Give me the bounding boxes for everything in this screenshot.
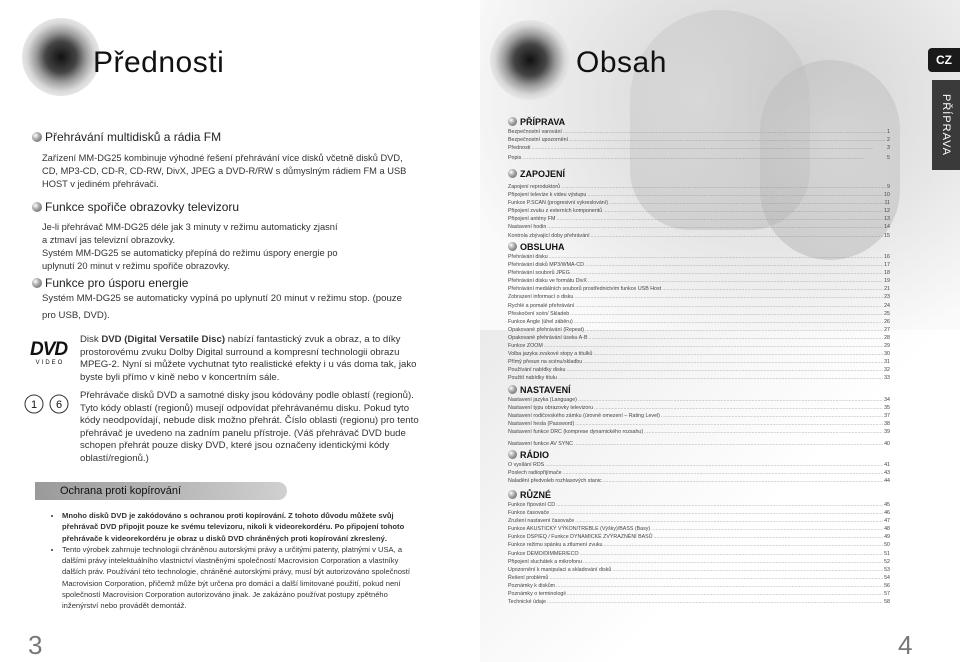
heading-multidisc: Přehrávání multidisků a rádia FM [32, 130, 221, 144]
toc-entry[interactable]: Funkce DEMO/DIMMER/ECO ..... 51 [508, 550, 890, 558]
toc-entry[interactable]: Upozornění k manipulaci a skladování disků ..... 53 [508, 566, 890, 574]
toc-entry[interactable]: Funkce režimu spánku a ztlumení zvuku ..... 50 [508, 541, 890, 549]
toc-entry[interactable]: Funkce DSP/EQ / Funkce DYNAMICKÉ ZVÝRAZNĚNÍ BASŮ ..... 49 [508, 533, 890, 541]
toc-entry[interactable]: Volba jazyka zvukové stopy a titulků ..... 30 [508, 350, 890, 358]
toc-entry[interactable]: Přehrávání disku ..... 16 [508, 253, 890, 261]
toc-entry[interactable]: Funkce řípování CD ..... 45 [508, 501, 890, 509]
svg-text:6: 6 [55, 399, 63, 411]
text-dvd: Disk DVD (Digital Versatile Disc) nabízí fantastický zvuk a obraz, a to díky prostorovému zvuku Dolby Digital surround a kompresní technologii obrazu MPEG-2. Nyní si můžete vychutnat tyto realistické efekty i u vás doma tak, jako byste byli přímo v kině nebo v koncertním sále. [80, 334, 417, 383]
page-title-contents: Obsah [576, 46, 667, 79]
svg-text:1: 1 [30, 399, 38, 411]
toc-entry[interactable]: Opakované přehrávání úseku A-B ..... 28 [508, 334, 890, 342]
toc-entry[interactable]: Připojení antény FM ..... 13 [508, 215, 890, 223]
bullet-icon [508, 450, 517, 459]
heading-power-saving: Funkce pro úsporu energie [32, 276, 188, 290]
toc-entry[interactable]: Kontrola zbývající doby přehrávání ..... 15 [508, 232, 890, 240]
toc-entry[interactable]: Nastavení hesla (Password) ..... 38 [508, 420, 890, 428]
copy-protection-heading: Ochrana proti kopírování [35, 482, 287, 500]
toc-entry[interactable]: Funkce P.SCAN (progresivní vykreslování) ..... 11 [508, 199, 890, 207]
toc-section-heading: RÁDIO [508, 449, 890, 461]
toc-entry[interactable]: Funkce časovače ..... 46 [508, 509, 890, 517]
language-tab: CZ [928, 48, 960, 72]
bullet-icon [508, 490, 517, 499]
toc-section-heading: ZAPOJENÍ [508, 168, 890, 180]
toc-section-heading: RŮZNÉ [508, 489, 890, 501]
bullet-icon [32, 278, 42, 288]
toc-entry[interactable]: Připojení zvuku z externích komponentů ..... 12 [508, 207, 890, 215]
protection-item: • Tento výrobek zahrnuje technologii chráněnou autorskými právy a určitými patenty, platnými v USA, a dalšími právy intelektuálního vlastnictví vlastněnými společností Macrovision Corporation a vlastníky dalších práv. Používání této technologie, chráněné autorskými právy, musí být autorizováno společností Macrovision Corporation, přičemž může být určena pro domácí a další limitované použití, pokud není společností Macrovision Corporation autorizováno jinak. Je zakázáno používat postupy zpětného inženýrství nebo provádět demontáž. [62, 544, 412, 612]
toc-section-preparation [508, 116, 890, 162]
toc-entry[interactable]: Popis ..... 5 [508, 154, 890, 162]
toc-entry[interactable]: Nastavení jazyka (Language) ..... 34 [508, 396, 890, 404]
toc-entry[interactable]: Přímý přesun na scénu/skladbu ..... 31 [508, 358, 890, 366]
toc-section-misc [508, 489, 890, 606]
copy-protection-list [52, 510, 412, 612]
toc-entry[interactable]: Řešení problémů ..... 54 [508, 574, 890, 582]
toc-entry[interactable]: Přeskočení scén/ Skladeb ..... 25 [508, 310, 890, 318]
text-screensaver-1: Je-li přehrávač MM-DG25 déle jak 3 minuty v režimu automaticky zjasní a ztmaví jas televizní obrazovky. [42, 222, 338, 245]
page-number-left: 3 [28, 630, 43, 660]
text-region: Přehrávače disků DVD a samotné disky jsou kódovány podle oblastí (regionů). Tyto kódy oblastí (regionů) musejí odpovídat přehrávanému disku. Pokud tyto kódy neodpovídají, nebude disk možno přehrát. Číslo oblasti (regionu) pro tento přehrávač je uvedeno na zadním panelu přístroje. (Váš přehrávač DVD bude schopen přehrát pouze disky DVD, které jsou označeny identickými kódy oblastí/regionů.) [80, 390, 419, 464]
toc-entry[interactable]: Funkce AKUSTICKÝ VÝKON/TREBLE (Výšky)/BASS (Basy) ..... 48 [508, 525, 890, 533]
page-title-features: Přednosti [93, 46, 225, 79]
toc-entry[interactable]: Připojení televize k videu výstupu ..... 10 [508, 191, 890, 199]
toc-entry[interactable]: Opakované přehrávání (Repeat) ..... 27 [508, 326, 890, 334]
page-number-right: 4 [898, 630, 913, 660]
toc-entry[interactable]: Bezpečnostní upozornění ..... 2 [508, 136, 890, 144]
heading-screensaver: Funkce spořiče obrazovky televizoru [32, 200, 239, 214]
toc-section-radio [508, 449, 890, 485]
toc-entry[interactable]: Rychlé a pomalé přehrávání ..... 24 [508, 302, 890, 310]
toc-entry[interactable]: Použití nabídky titulu ..... 33 [508, 374, 890, 382]
toc-entry[interactable]: Přehrávání souborů JPEG ..... 18 [508, 269, 890, 277]
toc-entry[interactable]: Poznámky k diskům ..... 56 [508, 582, 890, 590]
toc-entry[interactable]: Přehrávání disku ve formátu DivX ..... 19 [508, 277, 890, 285]
toc-entry[interactable]: Funkce Angle (úhel záběru) ..... 26 [508, 318, 890, 326]
toc-section-heading: PŘÍPRAVA [508, 116, 890, 128]
toc-entry[interactable]: Zobrazení informací o disku ..... 23 [508, 293, 890, 301]
toc-section-settings [508, 384, 890, 449]
toc-entry[interactable]: Nastavení funkce DRC (komprese dynamického rozsahu) ..... 39 [508, 428, 890, 436]
toc-entry[interactable]: Nastavení rodičovského zámku (úrovně omezení – Rating Level) ..... 37 [508, 412, 890, 420]
region-6-icon [49, 394, 69, 414]
bullet-icon [508, 385, 517, 394]
speaker-graphic [490, 20, 570, 100]
bullet-icon [32, 202, 42, 212]
toc-entry[interactable]: Technické údaje ..... 58 [508, 598, 890, 606]
section-side-tab: PŘÍPRAVA [932, 80, 960, 170]
toc-entry[interactable]: Zapojení reproduktorů ..... 9 [508, 183, 890, 191]
toc-entry[interactable]: Nastavení hodin ..... 14 [508, 223, 890, 231]
text-power-saving: Systém MM-DG25 se automaticky vypíná po uplynutí 20 minut v režimu stop. (pouze pro USB, DVD). [42, 293, 402, 321]
toc-section-operation [508, 241, 890, 383]
speaker-graphic [22, 18, 100, 96]
toc-entry[interactable]: Používání nabídky disku ..... 32 [508, 366, 890, 374]
toc-entry[interactable]: Poznámky o terminologii ..... 57 [508, 590, 890, 598]
toc-entry[interactable]: Nastavení typu obrazovky televizoru ..... 35 [508, 404, 890, 412]
protection-item: • Mnoho disků DVD je zakódováno s ochranou proti kopírování. Z tohoto důvodu můžete svůj přehrávač DVD připojit pouze ke svému televizoru, nikoli k videorekordéru. Po připojení tohoto přehrávače k videorekordéru je obraz u disků DVD chráněných proti kopírování zkreslený. [62, 510, 412, 544]
text-multidisc: Zařízení MM-DG25 kombinuje výhodné řešení přehrávání více disků včetně disků DVD, CD, MP3-CD, CD-R, CD-RW, DivX, JPEG a DVD-R/RW s důmyslným rádiem FM a USB HOST v jediném přehrávači. [42, 153, 407, 189]
region-1-icon [24, 394, 44, 414]
toc-section-heading: NASTAVENÍ [508, 384, 890, 396]
bullet-icon [508, 242, 517, 251]
toc-section-connection [508, 168, 890, 240]
toc-entry[interactable]: Bezpečnostní varování ..... 1 [508, 128, 890, 136]
toc-entry[interactable]: Přehrávání mediálních souborů prostřednictvím funkce USB Host ..... 21 [508, 285, 890, 293]
text-screensaver-2: Systém MM-DG25 se automaticky přepíná do režimu úspory energie po uplynutí 20 minut v režimu spořiče obrazovky. [42, 248, 338, 271]
toc-entry[interactable]: Připojení sluchátek a mikrofonu ..... 52 [508, 558, 890, 566]
bullet-icon [508, 169, 517, 178]
toc-entry[interactable]: Nastavení funkce AV SYNC ..... 40 [508, 440, 890, 448]
toc-entry[interactable]: Zrušení nastavení časovače ..... 47 [508, 517, 890, 525]
toc-entry[interactable]: Přednosti ..... 3 [508, 144, 890, 152]
bullet-icon [32, 132, 42, 142]
toc-entry[interactable]: Poslech radiopřijímače ..... 43 [508, 469, 890, 477]
toc-section-heading: OBSLUHA [508, 241, 890, 253]
toc-entry[interactable]: O vysílání RDS ..... 41 [508, 461, 890, 469]
dvd-video-logo: DVD VIDEO [30, 339, 68, 366]
toc-entry[interactable]: Naladění předvoleb rozhlasových stanic ..... 44 [508, 477, 890, 485]
toc-entry[interactable]: Přehrávání disků MP3/WMA-CD ..... 17 [508, 261, 890, 269]
bullet-icon [508, 117, 517, 126]
toc-entry[interactable]: Funkce ZOOM ..... 29 [508, 342, 890, 350]
